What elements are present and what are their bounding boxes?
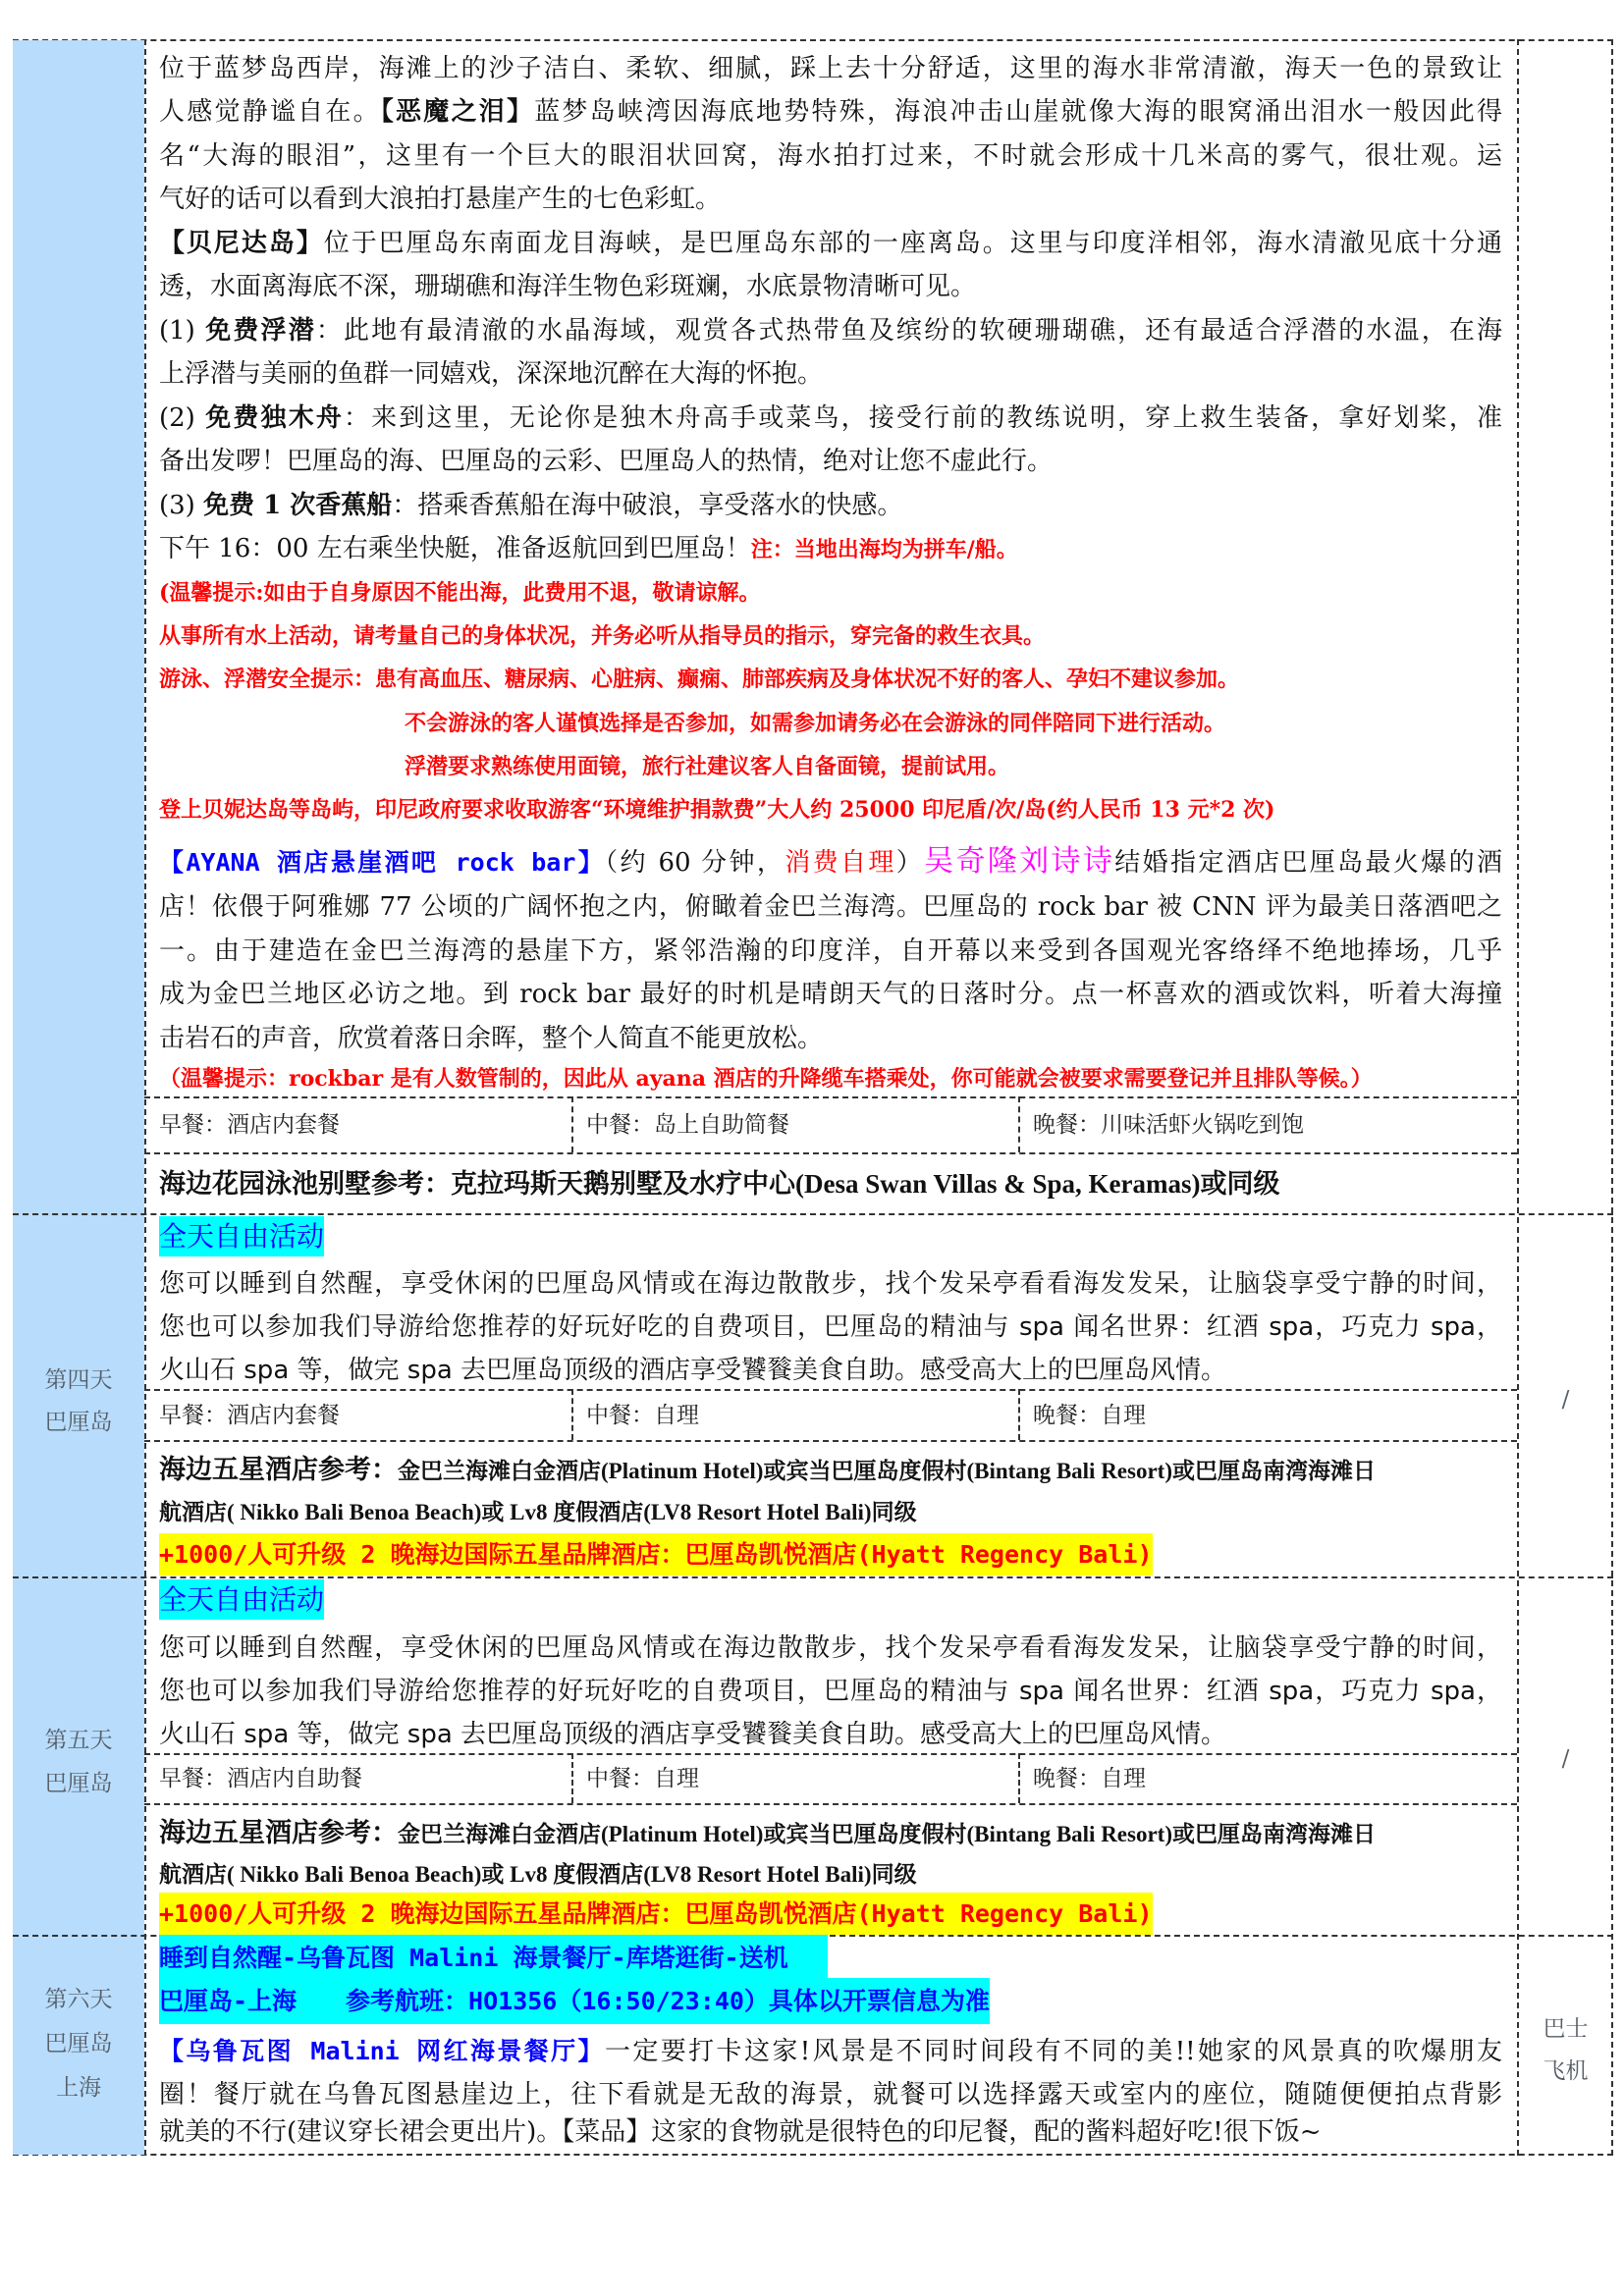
text: spa: [1269, 1312, 1315, 1342]
flight-info: 巴厘岛-上海 参考航班：HO1356（16:50/23:40）具体以开票信息为准: [159, 1978, 990, 2024]
day-location: 上海: [56, 2075, 101, 2101]
text: 蓝梦岛峡湾因海底地势特殊，海浪冲击山崖就像大海的眼窝涌出泪水一般因此得: [534, 97, 1502, 127]
transport: /: [1561, 1746, 1570, 1772]
text: spa: [244, 1356, 290, 1385]
text: （约 60 分钟，: [605, 848, 785, 878]
hotel-label: 海边五星酒店参考：: [159, 1455, 398, 1484]
warning-line: 游泳、浮潜安全提示：患有高血压、糖尿病、心脏病、癫痫、肺部疾病及身体状况不好的客人、孕妇不建议参加。: [159, 667, 1240, 692]
nusa-penida-heading: 【贝尼达岛】: [159, 229, 324, 258]
transport-plane: 飞机: [1543, 2058, 1589, 2084]
meal-breakfast: 早餐：酒店内自助餐: [159, 1766, 362, 1791]
self-pay-note: 消费自理: [785, 848, 896, 878]
day-label: 第五天: [44, 1728, 113, 1753]
item-number: (1): [159, 316, 195, 346]
day-location: 巴厘岛: [44, 1410, 113, 1435]
day-location: 巴厘岛: [44, 1771, 113, 1796]
text: ，: [1475, 1677, 1503, 1706]
text: 结婚指定酒店巴厘岛最火爆的酒: [1114, 848, 1502, 878]
day3-text-line: [159, 484, 1502, 527]
text: ）: [895, 848, 925, 878]
item-number: (2): [159, 403, 195, 433]
meal-dinner: 晚餐：川味活虾火锅吃到饱: [1033, 1112, 1304, 1138]
hotel-row-divider: [144, 1440, 1517, 1442]
text: spa: [1269, 1677, 1315, 1706]
text: 等，做完: [289, 1356, 407, 1385]
day3-text-line: [159, 222, 1502, 265]
day3-text-line: 备出发啰！巴厘岛的海、巴厘岛的云彩、巴厘岛人的热情，绝对让您不虚此行。: [159, 447, 1054, 476]
item-number: (3): [159, 491, 195, 520]
day3-text-line: 透，水面离海底不深，珊瑚礁和海洋生物色彩斑斓，水底景物清晰可见。: [159, 272, 977, 301]
meal-col-divider: [571, 1389, 573, 1440]
free-day-title: 全天自由活动: [159, 1579, 324, 1620]
meal-col-divider: [1018, 1389, 1020, 1440]
hotel-reference: 海边花园泳池别墅参考：克拉玛斯天鹅别墅及水疗中心(Desa Swan Villas & Spa, Keramas)或同级: [159, 1169, 1280, 1199]
text: spa: [244, 1720, 290, 1749]
item-heading: 免费 1 次香蕉船: [203, 491, 393, 520]
day3-text-line: [159, 397, 1502, 440]
free-day-title: 全天自由活动: [159, 1216, 324, 1256]
day6-text-line: 圈！餐厅就在乌鲁瓦图悬崖边上，往下看就是无敌的海景，就餐可以选择露天或室内的座位，随随便便拍点背影: [159, 2080, 1502, 2109]
text: 您也可以参加我们导游给您推荐的好玩好吃的自费项目，巴厘岛的精油与: [159, 1677, 1019, 1706]
upgrade-offer: +1000/人可升级 2 晚海边国际五星品牌酒店：巴厘岛凯悦酒店(Hyatt Regency Bali): [159, 1533, 1153, 1575]
text: 闻名世界：红酒: [1063, 1312, 1270, 1342]
text: ，: [1475, 1312, 1503, 1342]
warning-line: 登上贝妮达岛等岛屿，印尼政府要求收取游客“环境维护捐款费”大人约 25000 印尼盾/次/岛(约人民币 13 元*2 次): [159, 797, 1275, 823]
text: 一定要打卡这家!风景是不同时间段有不同的美!!她家的风景真的吹爆朋友: [604, 2037, 1502, 2066]
text: 闻名世界：红酒: [1063, 1677, 1270, 1706]
meal-lunch: 中餐：岛上自助简餐: [586, 1112, 789, 1138]
text: ：此地有最清澈的水晶海域，观赏各式热带鱼及缤纷的软硬珊瑚礁，还有最适合浮潜的水温，在海: [315, 316, 1502, 346]
text: 金巴兰海滩白金酒店(Platinum Hotel)或宾当巴厘岛度假村(Bintang Bali Resort)或巴厘岛南湾海滩日: [398, 1822, 1376, 1846]
meal-lunch: 中餐：自理: [586, 1403, 699, 1428]
text: spa: [406, 1720, 453, 1749]
day6-text-line: 就美的不行(建议穿长裙会更出片)。【菜品】这家的食物就是很特色的印尼餐，配的酱料超好吃!很下饭~: [159, 2117, 1322, 2147]
ayana-line: 成为金巴兰地区必访之地。到 rock bar 最好的时机是晴朗天气的日落时分。点一杯喜欢的酒或饮料，听着大海撞: [159, 980, 1502, 1009]
day-title: [159, 1578, 1502, 1622]
text: 火山石: [159, 1720, 244, 1749]
text: spa: [1018, 1312, 1064, 1342]
warning-line: 从事所有水上活动，请考量自己的身体状况，并务必听从指导员的指示，穿完备的救生衣具。: [159, 623, 1046, 649]
meal-breakfast: 早餐：酒店内套餐: [159, 1112, 340, 1138]
ayana-line: 击岩石的声音，欣赏着落日余晖，整个人简直不能更放松。: [159, 1024, 824, 1053]
item-heading: 免费独木舟: [205, 403, 344, 433]
transport: /: [1561, 1387, 1570, 1413]
day3-text-line: [159, 309, 1502, 352]
hotel-reference: [159, 1448, 1502, 1491]
day-label: 第六天: [44, 1987, 113, 2012]
text: ，巧克力: [1314, 1312, 1431, 1342]
day3-text-line: 名“大海的眼泪”，这里有一个巨大的眼泪状回窝，海水拍打过来，不时就会形成十几米高的雾气，很壮观。运: [159, 141, 1502, 171]
carpool-note: 注：当地出海均为拼车/船。: [750, 537, 1018, 562]
meal-col-divider: [1018, 1753, 1020, 1803]
text: ：来到这里，无论你是独木舟高手或菜鸟，接受行前的教练说明，穿上救生装备，拿好划桨，准: [344, 403, 1502, 433]
text: spa: [1018, 1677, 1064, 1706]
day4-text-line: [159, 1349, 1502, 1392]
restaurant-heading: 【乌鲁瓦图 Malini 网红海景餐厅】: [159, 2037, 605, 2065]
day3-text-line: 位于蓝梦岛西岸，海滩上的沙子洁白、柔软、细腻，踩上去十分舒适，这里的海水非常清澈，海天一色的景致让: [159, 54, 1502, 83]
text: 金巴兰海滩白金酒店(Platinum Hotel)或宾当巴厘岛度假村(Bintang Bali Resort)或巴厘岛南湾海滩日: [398, 1459, 1376, 1483]
text: 去巴厘岛顶级的酒店享受饕餮美食自助。感受高大上的巴厘岛风情。: [452, 1356, 1227, 1385]
hotel-reference: 航酒店( Nikko Bali Benoa Beach)或 Lv8 度假酒店(LV8 Resort Hotel Bali)同级: [159, 1862, 917, 1887]
route-title: 睡到自然醒-乌鲁瓦图 Malini 海景餐厅-库塔逛街-送机: [159, 1935, 828, 1981]
ayana-line: 店！依偎于阿雅娜 77 公顷的广阔怀抱之内，俯瞰着金巴兰海湾。巴厘岛的 rock bar 被 CNN 评为最美日落酒吧之: [159, 892, 1502, 922]
day3-text-line: [159, 90, 1502, 133]
text: 位于巴厘岛东南面龙目海峡，是巴厘岛东部的一座离岛。这里与印度洋相邻，海水清澈见底十分通: [323, 229, 1502, 258]
meal-dinner: 晚餐：自理: [1033, 1403, 1146, 1428]
day3-text-line: 上浮潜与美丽的鱼群一同嬉戏，深深地沉醉在大海的怀抱。: [159, 359, 824, 389]
column-divider-right: [1517, 39, 1519, 2156]
meal-breakfast: 早餐：酒店内套餐: [159, 1403, 340, 1428]
meal-lunch: 中餐：自理: [586, 1766, 699, 1791]
warning-line: 不会游泳的客人谨慎选择是否参加，如需参加请务必在会游泳的同伴陪同下进行活动。: [405, 711, 1226, 736]
upgrade-offer: +1000/人可升级 2 晚海边国际五星品牌酒店：巴厘岛凯悦酒店(Hyatt Regency Bali): [159, 1893, 1153, 1935]
text: 去巴厘岛顶级的酒店享受饕餮美食自助。感受高大上的巴厘岛风情。: [452, 1720, 1227, 1749]
return-text: 下午 16：00 左右乘坐快艇，准备返航回到巴厘岛！: [159, 534, 751, 563]
text: 火山石: [159, 1356, 244, 1385]
day-title: [159, 1937, 1502, 1980]
day3-text-line: 气好的话可以看到大浪拍打悬崖产生的七色彩虹。: [159, 185, 722, 214]
text: 人感觉静谧自在。: [159, 97, 381, 127]
text: 您也可以参加我们导游给您推荐的好玩好吃的自费项目，巴厘岛的精油与: [159, 1312, 1019, 1342]
day5-text-line: [159, 1670, 1502, 1713]
day4-text-line: 您可以睡到自然醒，享受休闲的巴厘岛风情或在海边散散步，找个发呆亭看看海发发呆，让脑袋享受宁静的时间，: [159, 1269, 1502, 1299]
day-location: 巴厘岛: [44, 2031, 113, 2056]
transport-bus: 巴士: [1543, 2016, 1589, 2042]
warning-line: 浮潜要求熟练使用面镜，旅行社建议客人自备面镜，提前试用。: [405, 754, 1010, 779]
text: 等，做完: [289, 1720, 407, 1749]
flight-line: [159, 1980, 1502, 2023]
day5-text-line: [159, 1713, 1502, 1756]
day6-text-line: [159, 2030, 1502, 2073]
warning-line: (温馨提示:如由于自身原因不能出海，此费用不退，敬请谅解。: [159, 580, 761, 606]
meal-col-divider: [1018, 1096, 1020, 1152]
hotel-reference: [159, 1811, 1502, 1854]
hotel-label: 海边五星酒店参考：: [159, 1818, 398, 1847]
day4-text-line: [159, 1306, 1502, 1349]
meal-col-divider: [571, 1753, 573, 1803]
text: spa: [406, 1356, 453, 1385]
hotel-reference: 航酒店( Nikko Bali Benoa Beach)或 Lv8 度假酒店(LV8 Resort Hotel Bali)同级: [159, 1500, 917, 1524]
upgrade-line: [159, 1533, 1502, 1576]
ayana-heading: 【AYANA 酒店悬崖酒吧 rock bar】: [159, 848, 606, 877]
day3-text-line: [159, 527, 1502, 570]
day-label: 第四天: [44, 1367, 113, 1393]
meal-dinner: 晚餐：自理: [1033, 1766, 1146, 1791]
meal-col-divider: [571, 1096, 573, 1152]
celebrity-highlight: 吴奇隆刘诗诗: [924, 844, 1115, 879]
hotel-row-divider: [144, 1803, 1517, 1805]
rockbar-warning: （温馨提示：rockbar 是有人数管制的，因此从 ayana 酒店的升降缆车搭乘处，你可能就会被要求需要登记并且排队等候。）: [159, 1066, 1373, 1092]
ayana-line: 一。由于建造在金巴兰海湾的悬崖下方，紧邻浩瀚的印度洋，自开幕以来受到各国观光客络绎不绝地捧场，几乎: [159, 936, 1502, 966]
text: ，巧克力: [1314, 1677, 1431, 1706]
hotel-row-divider: [144, 1152, 1517, 1154]
text: spa: [1430, 1677, 1476, 1706]
day-label-column: [13, 40, 144, 2155]
devils-tear-heading: 【恶魔之泪】: [380, 97, 535, 127]
upgrade-line: [159, 1893, 1502, 1936]
day-title: [159, 1215, 1502, 1258]
text: ：搭乘香蕉船在海中破浪，享受落水的快感。: [392, 491, 903, 520]
item-heading: 免费浮潜: [205, 316, 316, 346]
ayana-line: [159, 840, 1502, 883]
day5-text-line: 您可以睡到自然醒，享受休闲的巴厘岛风情或在海边散散步，找个发呆亭看看海发发呆，让脑袋享受宁静的时间，: [159, 1633, 1502, 1663]
text: spa: [1430, 1312, 1476, 1342]
